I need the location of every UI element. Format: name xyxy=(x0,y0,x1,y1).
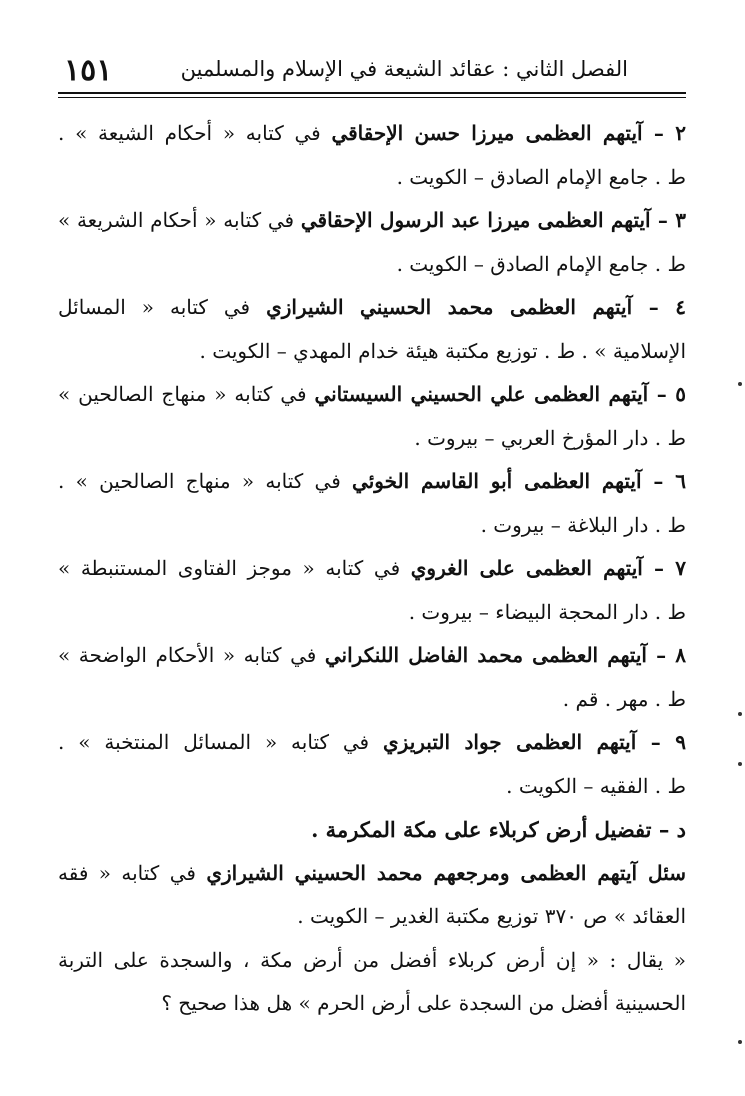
header-rule-thin xyxy=(58,97,686,98)
entry-3-publisher: ط . جامع الإمام الصادق – الكويت . xyxy=(396,251,686,276)
entry-2-title xyxy=(58,112,686,156)
entry-3-book: في كتابه « أحكام الشريعة » xyxy=(58,208,301,232)
entry-4-book: في كتابه « المسائل xyxy=(58,295,267,319)
entry-5-publisher: ط . دار المؤرخ العربي – بيروت . xyxy=(414,425,686,450)
entry-9-author: ٩ – آيتهم العظمى جواد التبريزي xyxy=(383,730,686,754)
entry-8-publisher: ط . مهر . قم . xyxy=(562,686,686,711)
entry-8-author: ٨ – آيتهم العظمى محمد الفاضل اللنكراني xyxy=(324,643,686,667)
entry-3-author: ٣ – آيتهم العظمى ميرزا عبد الرسول الإحقاقي xyxy=(300,208,686,232)
section-d-quote-1: « يقال : « إن أرض كربلاء أفضل من أرض مكة ، والسجدة على التربة xyxy=(58,947,686,972)
entry-7-publisher: ط . دار المحجة البيضاء – بيروت . xyxy=(408,599,686,624)
entry-2-author: ٢ – آيتهم العظمى ميرزا حسن الإحقاقي xyxy=(331,121,686,145)
entry-5-book: في كتابه « منهاج الصالحين » xyxy=(58,382,315,406)
entry-9-book: في كتابه « المسائل المنتخبة » . xyxy=(58,730,383,754)
entry-5-title xyxy=(58,373,686,417)
entry-6-title xyxy=(58,460,686,504)
entry-3-title xyxy=(58,199,686,243)
page-number: ١٥١ xyxy=(64,53,113,88)
section-d-book: في كتابه « فقه xyxy=(58,860,207,885)
entry-4-title xyxy=(58,286,686,330)
entry-9-title xyxy=(58,721,686,765)
entry-8-book: في كتابه « الأحكام الواضحة » xyxy=(58,643,325,667)
running-title: الفصل الثاني : عقائد الشيعة في الإسلام والمسلمين xyxy=(180,57,628,81)
entry-2-publisher: ط . جامع الإمام الصادق – الكويت . xyxy=(396,164,686,189)
entry-9-publisher: ط . الفقيه – الكويت . xyxy=(506,773,686,798)
entry-6-publisher: ط . دار البلاغة – بيروت . xyxy=(480,512,686,537)
scan-speck xyxy=(738,1040,742,1044)
scan-speck xyxy=(738,382,742,386)
header-rule xyxy=(58,92,686,94)
entry-7-book: في كتابه « موجز الفتاوى المستنبطة » xyxy=(58,556,411,580)
page-body xyxy=(58,112,686,1026)
page-header xyxy=(58,44,686,98)
section-d-author: سئل آيتهم العظمى ومرجعهم محمد الحسيني الشيرازي xyxy=(206,860,686,885)
entry-7-author: ٧ – آيتهم العظمى على الغروي xyxy=(410,556,686,580)
section-d-heading: د – تفضيل أرض كربلاء على مكة المكرمة . xyxy=(311,817,686,842)
entry-4-publisher: الإسلامية » . ط . توزيع مكتبة هيئة خدام المهدي – الكويت . xyxy=(199,338,686,363)
entry-2-book: في كتابه « أحكام الشيعة » . xyxy=(58,121,332,145)
section-d-source: العقائد » ص ٣٧٠ توزيع مكتبة الغدير – الكويت . xyxy=(297,904,686,928)
entry-4-author: ٤ – آيتهم العظمى محمد الحسيني الشيرازي xyxy=(266,295,686,319)
scan-speck xyxy=(738,762,742,766)
entry-6-book: في كتابه « منهاج الصالحين » . xyxy=(58,469,353,493)
entry-7-title xyxy=(58,547,686,591)
section-d-question-intro xyxy=(58,852,686,896)
entry-5-author: ٥ – آيتهم العظمى علي الحسيني السيستاني xyxy=(314,382,686,406)
entry-6-author: ٦ – آيتهم العظمى أبو القاسم الخوئي xyxy=(352,469,686,493)
scan-speck xyxy=(738,712,742,716)
entry-8-title xyxy=(58,634,686,678)
section-d-quote-2: الحسينية أفضل من السجدة على أرض الحرم » هل هذا صحيح ؟ xyxy=(161,991,686,1015)
